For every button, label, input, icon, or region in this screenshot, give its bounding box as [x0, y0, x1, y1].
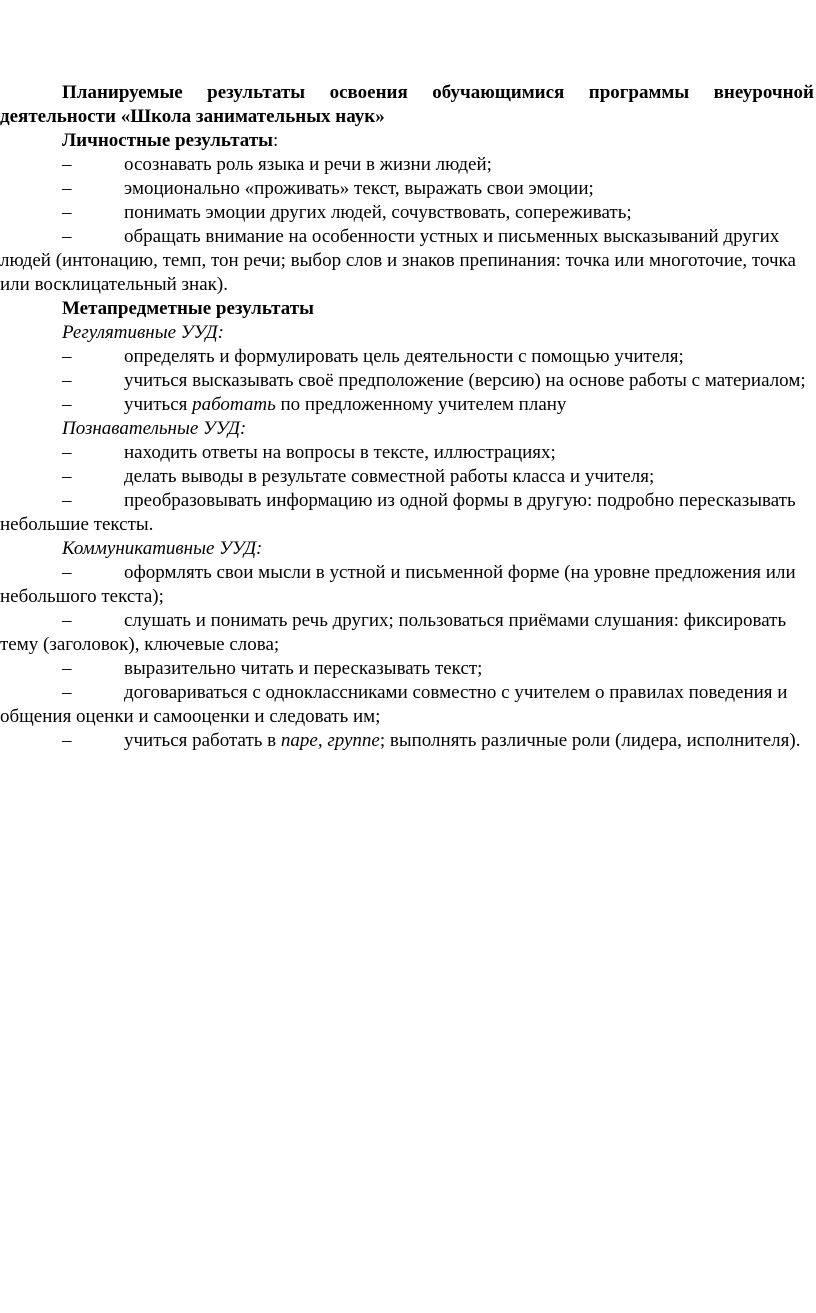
- list-item-text-pre: учиться: [124, 394, 193, 415]
- list-item-text: делать выводы в результате совместной работы класса и учителя;: [124, 466, 655, 487]
- dash-bullet: –: [62, 226, 72, 247]
- cognitive-subheading: Познавательные УУД:: [62, 418, 247, 439]
- meta-results-heading: Метапредметные результаты: [62, 298, 314, 319]
- dash-bullet: –: [62, 658, 72, 679]
- list-item-text: выразительно читать и пересказывать текст;: [124, 658, 483, 679]
- list-item-text: эмоционально «проживать» текст, выражать свои эмоции;: [124, 178, 594, 199]
- list-item-text: слушать и понимать речь других; пользоваться приёмами слушания: фиксировать тему (заголовок), ключевые слова;: [0, 610, 787, 655]
- dash-bullet: –: [62, 178, 72, 199]
- dash-bullet: –: [62, 154, 72, 175]
- document-page: [0, 81, 814, 753]
- dash-bullet: –: [62, 370, 72, 391]
- list-item: [0, 465, 814, 489]
- list-item: [0, 345, 814, 369]
- list-item-text: понимать эмоции других людей, сочувствовать, сопереживать;: [124, 202, 632, 223]
- dash-bullet: –: [62, 442, 72, 463]
- list-item: [0, 681, 814, 729]
- list-item-text-emphasis: работать: [192, 394, 276, 415]
- dash-bullet: –: [62, 610, 72, 631]
- list-item-text-pre: учиться работать в: [124, 730, 281, 751]
- list-item: [0, 729, 814, 753]
- list-item-text: оформлять свои мысли в устной и письменной форме (на уровне предложения или небольшого текста);: [0, 562, 796, 607]
- list-item: [0, 609, 814, 657]
- regulative-subheading: Регулятивные УУД:: [62, 322, 224, 343]
- list-item-text: обращать внимание на особенности устных и письменных высказываний других людей (интонацию, темп, тон речи; выбор слов и знаков препинания: точка или многоточие, точка или восклицательный знак).: [0, 226, 796, 295]
- list-item: [0, 657, 814, 681]
- personal-results-heading: [0, 129, 814, 153]
- dash-bullet: –: [62, 394, 72, 415]
- dash-bullet: –: [62, 730, 72, 751]
- list-item-text-post: по предложенному учителем плану: [275, 394, 567, 415]
- list-item-text-post: ; выполнять различные роли (лидера, исполнителя).: [379, 730, 801, 751]
- list-item-text: учиться высказывать своё предположение (версию) на основе работы с материалом;: [124, 370, 806, 391]
- dash-bullet: –: [62, 202, 72, 223]
- heading-colon: :: [273, 130, 279, 151]
- list-item: [0, 441, 814, 465]
- list-item: [0, 225, 814, 297]
- communicative-subheading: Коммуникативные УУД:: [62, 538, 263, 559]
- list-item: [0, 561, 814, 609]
- dash-bullet: –: [62, 682, 72, 703]
- list-item: [0, 201, 814, 225]
- list-item-text: находить ответы на вопросы в тексте, иллюстрациях;: [124, 442, 556, 463]
- dash-bullet: –: [62, 466, 72, 487]
- list-item-text: определять и формулировать цель деятельности с помощью учителя;: [124, 346, 684, 367]
- list-item-text: осознавать роль языка и речи в жизни людей;: [124, 154, 492, 175]
- list-item-text: договариваться с одноклассниками совместно с учителем о правилах поведения и общения оценки и самооценки и следовать им;: [0, 682, 788, 727]
- list-item: [0, 177, 814, 201]
- document-title: Планируемые результаты освоения обучающимися программы внеурочной деятельности «Школа занимательных наук»: [0, 82, 814, 127]
- dash-bullet: –: [62, 346, 72, 367]
- personal-results-heading-text: Личностные результаты: [62, 130, 273, 151]
- list-item: [0, 153, 814, 177]
- dash-bullet: –: [62, 490, 72, 511]
- list-item: [0, 369, 814, 393]
- dash-bullet: –: [62, 562, 72, 583]
- list-item: [0, 489, 814, 537]
- list-item-text-emphasis: паре, группе: [280, 730, 380, 751]
- list-item: [0, 393, 814, 417]
- list-item-text: преобразовывать информацию из одной формы в другую: подробно пересказывать небольшие тексты.: [0, 490, 796, 535]
